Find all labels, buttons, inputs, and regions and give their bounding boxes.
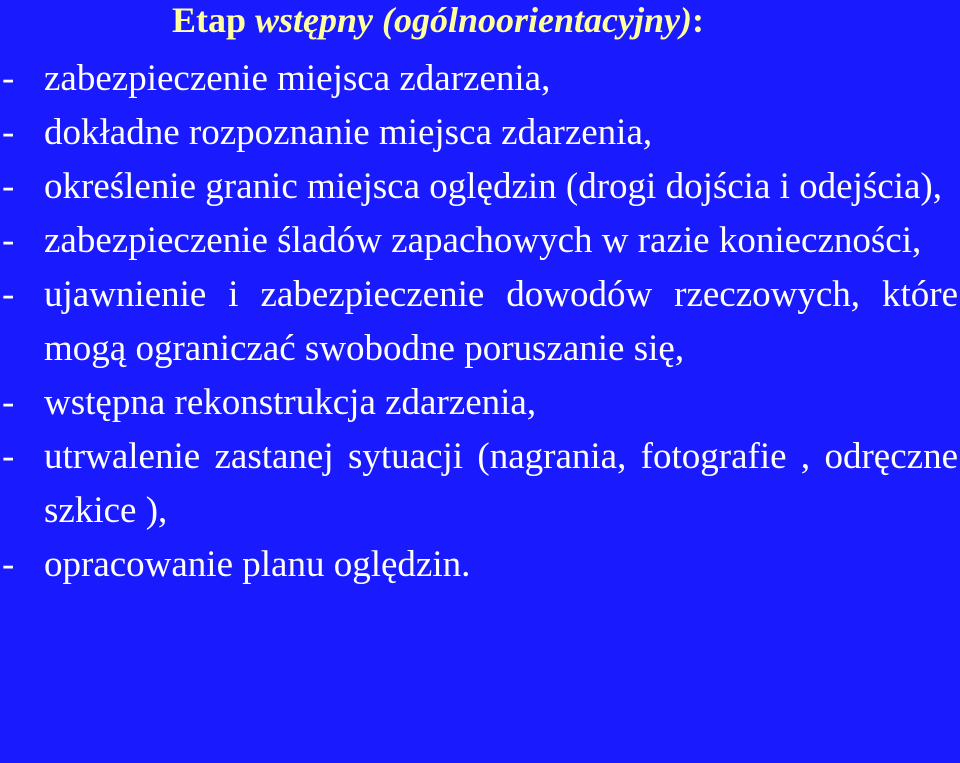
bullet-list (0, 52, 958, 592)
list-item-text: utrwalenie zastanej sytuacji (nagrania, fotografie , odręczne szkice ), (44, 436, 958, 531)
list-item (0, 106, 958, 160)
list-item (0, 430, 958, 538)
bullet-dash: - (2, 274, 15, 315)
bullet-dash: - (2, 436, 15, 477)
list-item-text: ujawnienie i zabezpieczenie dowodów rzeczowych, które mogą ograniczać swobodne poruszanie się, (44, 274, 958, 369)
bullet-dash: - (2, 382, 15, 423)
list-item-text: dokładne rozpoznanie miejsca zdarzenia, (44, 112, 653, 153)
list-item (0, 268, 958, 376)
list-item (0, 538, 958, 592)
list-item-text: wstępna rekonstrukcja zdarzenia, (44, 382, 537, 423)
title-prefix: Etap (172, 0, 256, 40)
list-item (0, 214, 958, 268)
bullet-dash: - (2, 220, 15, 261)
list-item-text: zabezpieczenie miejsca zdarzenia, (44, 58, 551, 99)
title-emphasis: wstępny (ogólnoorientacyjny) (255, 0, 693, 40)
list-item-text: opracowanie planu oględzin. (44, 544, 471, 585)
slide-title (172, 0, 704, 40)
list-item (0, 160, 958, 214)
bullet-dash: - (2, 544, 15, 585)
list-item-text: określenie granic miejsca oględzin (drogi dojścia i odejścia), (44, 166, 942, 207)
bullet-dash: - (2, 58, 15, 99)
title-suffix: : (692, 0, 705, 40)
list-item (0, 376, 958, 430)
list-item (0, 52, 958, 106)
list-item-text: zabezpieczenie śladów zapachowych w razie konieczności, (44, 220, 922, 261)
bullet-dash: - (2, 166, 15, 207)
bullet-dash: - (2, 112, 15, 153)
